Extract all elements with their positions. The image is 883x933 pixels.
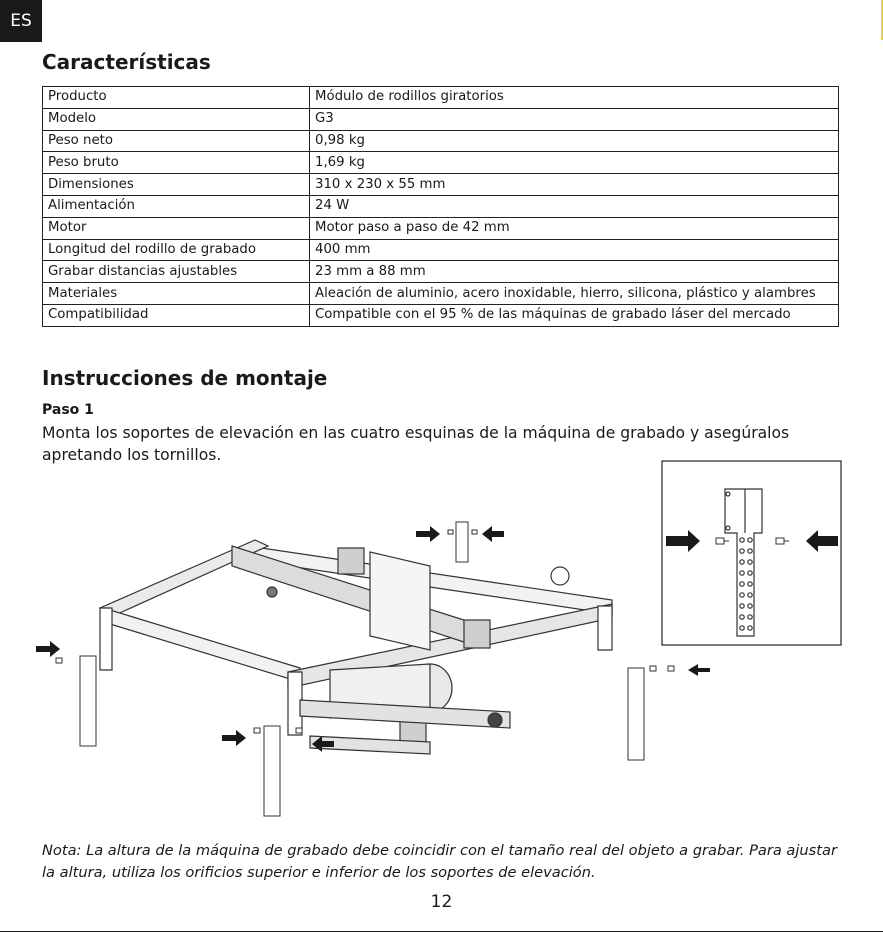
page-number: 12 [430,892,453,912]
spec-value: Motor paso a paso de 42 mm [310,217,839,239]
lift-bracket-right [628,666,674,760]
arrow-right-left-icon [36,641,60,657]
arrow-right-back-icon [416,526,440,542]
spec-value: G3 [310,108,839,130]
spec-label: Peso bruto [43,152,310,174]
spec-label: Modelo [43,108,310,130]
spec-value: Aleación de aluminio, acero inoxidable, hierro, silicona, plástico y alambres [310,283,839,305]
spec-label: Dimensiones [43,174,310,196]
spec-label: Longitud del rodillo de grabado [43,239,310,261]
spec-label: Grabar distancias ajustables [43,261,310,283]
lift-bracket-left [56,656,96,746]
arrow-left-right-icon [688,664,710,676]
features-title: Características [42,50,211,74]
spec-value: 0,98 kg [310,130,839,152]
spec-label: Motor [43,217,310,239]
spec-value: Compatible con el 95 % de las máquinas de grabado láser del mercado [310,304,839,326]
arrow-left-back-icon [482,526,504,542]
lift-bracket-front [254,726,302,816]
lift-bracket-back [448,522,477,562]
spec-label: Peso neto [43,130,310,152]
step-1-text: Monta los soportes de elevación en las cuatro esquinas de la máquina de grabado y asegúralos apretando los tornillos. [42,424,790,464]
spec-label: Producto [43,87,310,109]
bottom-rule [0,931,883,932]
language-tab: ES [0,0,42,42]
machine-frame [100,540,612,754]
spec-label: Alimentación [43,195,310,217]
spec-value: 310 x 230 x 55 mm [310,174,839,196]
spec-value: 400 mm [310,239,839,261]
spec-value: 24 W [310,195,839,217]
assembly-title: Instrucciones de montaje [42,366,328,390]
step-1-title: Paso 1 [42,402,94,418]
spec-value: 1,69 kg [310,152,839,174]
spec-value: Módulo de rodillos giratorios [310,87,839,109]
spec-label: Compatibilidad [43,304,310,326]
note-text: Nota: La altura de la máquina de grabado debe coincidir con el tamaño real del objeto a grabar. Para ajustar la altura, utiliza los orificios superior e inferior de los soportes de elevación. [42,842,837,881]
spec-value: 23 mm a 88 mm [310,261,839,283]
spec-label: Materiales [43,283,310,305]
arrow-right-front-icon [222,730,246,746]
